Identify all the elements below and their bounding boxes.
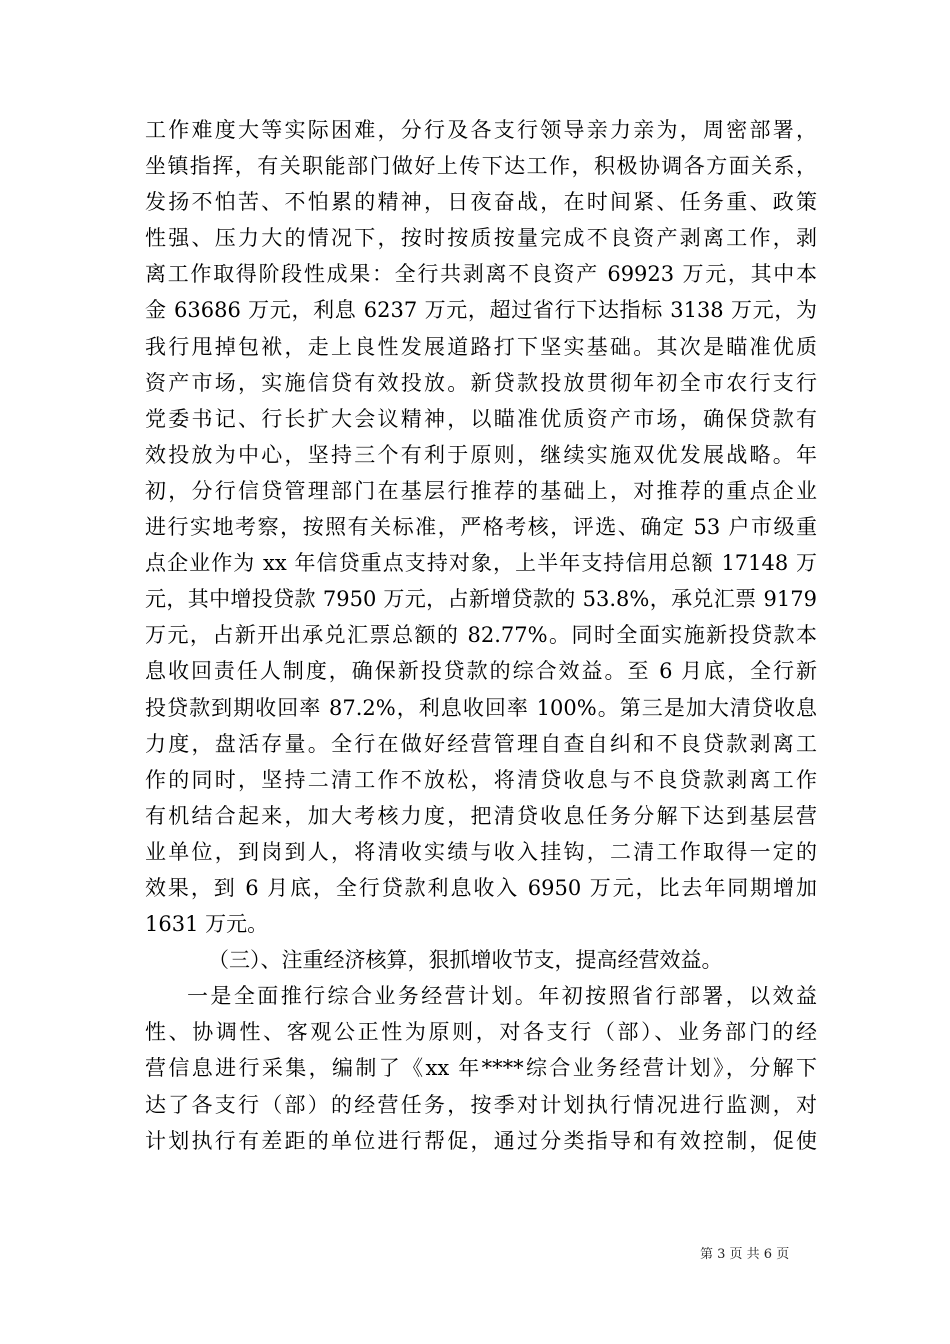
text-line: 效果，到 6 月底，全行贷款利息收入 6950 万元，比去年同期增加: [145, 875, 817, 900]
paragraph-2: [145, 978, 817, 1158]
text-line: 达了各支行（部）的经营任务，按季对计划执行情况进行监测，对: [145, 1092, 817, 1117]
text-line: 初，分行信贷管理部门在基层行推荐的基础上，对推荐的重点企业: [145, 478, 817, 503]
text-line: 性、协调性、客观公正性为原则，对各支行（部）、业务部门的经: [145, 1020, 817, 1045]
section-heading: （三）、注重经济核算，狠抓增收节支，提高经营效益。: [208, 948, 723, 973]
text-line: 点企业作为 xx 年信贷重点支持对象，上半年支持信用总额 17148 万: [145, 551, 817, 576]
page-number: 第 3 页 共 6 页: [700, 1247, 790, 1262]
text-line: 效投放为中心，坚持三个有利于原则，继续实施双优发展战略。年: [145, 442, 817, 467]
text-line: 息收回责任人制度，确保新投贷款的综合效益。至 6 月底，全行新: [145, 659, 817, 684]
text-line: 一是全面推行综合业务经营计划。年初按照省行部署，以效益: [187, 984, 817, 1009]
text-line: 资产市场，实施信贷有效投放。新贷款投放贯彻年初全市农行支行: [145, 370, 817, 395]
text-line: 党委书记、行长扩大会议精神，以瞄准优质资产市场，确保贷款有: [145, 406, 817, 431]
text-line: 金 63686 万元，利息 6237 万元，超过省行下达指标 3138 万元，为: [145, 298, 817, 323]
text-line: 离工作取得阶段性成果：全行共剥离不良资产 69923 万元，其中本: [145, 262, 817, 287]
text-line: 1631 万元。: [145, 912, 269, 937]
text-line: 作的同时，坚持二清工作不放松，将清贷收息与不良贷款剥离工作: [145, 767, 817, 792]
text-line: 发扬不怕苦、不怕累的精神，日夜奋战，在时间紧、任务重、政策: [145, 190, 817, 215]
text-line: 元，其中增投贷款 7950 万元，占新增贷款的 53.8%，承兑汇票 9179: [145, 587, 817, 612]
text-line: 坐镇指挥，有关职能部门做好上传下达工作，积极协调各方面关系，: [145, 154, 817, 179]
text-line: 万元，占新开出承兑汇票总额的 82.77%。同时全面实施新投贷款本: [145, 623, 817, 648]
paragraph-1: [145, 112, 817, 942]
text-line: 我行甩掉包袱，走上良性发展道路打下坚实基础。其次是瞄准优质: [145, 334, 817, 359]
text-line: 投贷款到期收回率 87.2%，利息收回率 100%。第三是加大清贷收息: [145, 695, 817, 720]
text-line: 计划执行有差距的单位进行帮促，通过分类指导和有效控制，促使: [145, 1128, 817, 1153]
text-line: 有机结合起来，加大考核力度，把清贷收息任务分解下达到基层营: [145, 803, 817, 828]
text-line: 工作难度大等实际困难，分行及各支行领导亲力亲为，周密部署，: [145, 118, 817, 142]
text-line: 营信息进行采集，编制了《xx 年****综合业务经营计划》，分解下: [145, 1056, 817, 1081]
text-line: 力度，盘活存量。全行在做好经营管理自查自纠和不良贷款剥离工: [145, 731, 817, 756]
text-line: 进行实地考察，按照有关标准，严格考核，评选、确定 53 户市级重: [145, 515, 817, 540]
text-line: 业单位，到岗到人，将清收实绩与收入挂钩，二清工作取得一定的: [145, 839, 817, 864]
document-body: [145, 112, 817, 1159]
text-line: 性强、压力大的情况下，按时按质按量完成不良资产剥离工作，剥: [145, 226, 817, 251]
